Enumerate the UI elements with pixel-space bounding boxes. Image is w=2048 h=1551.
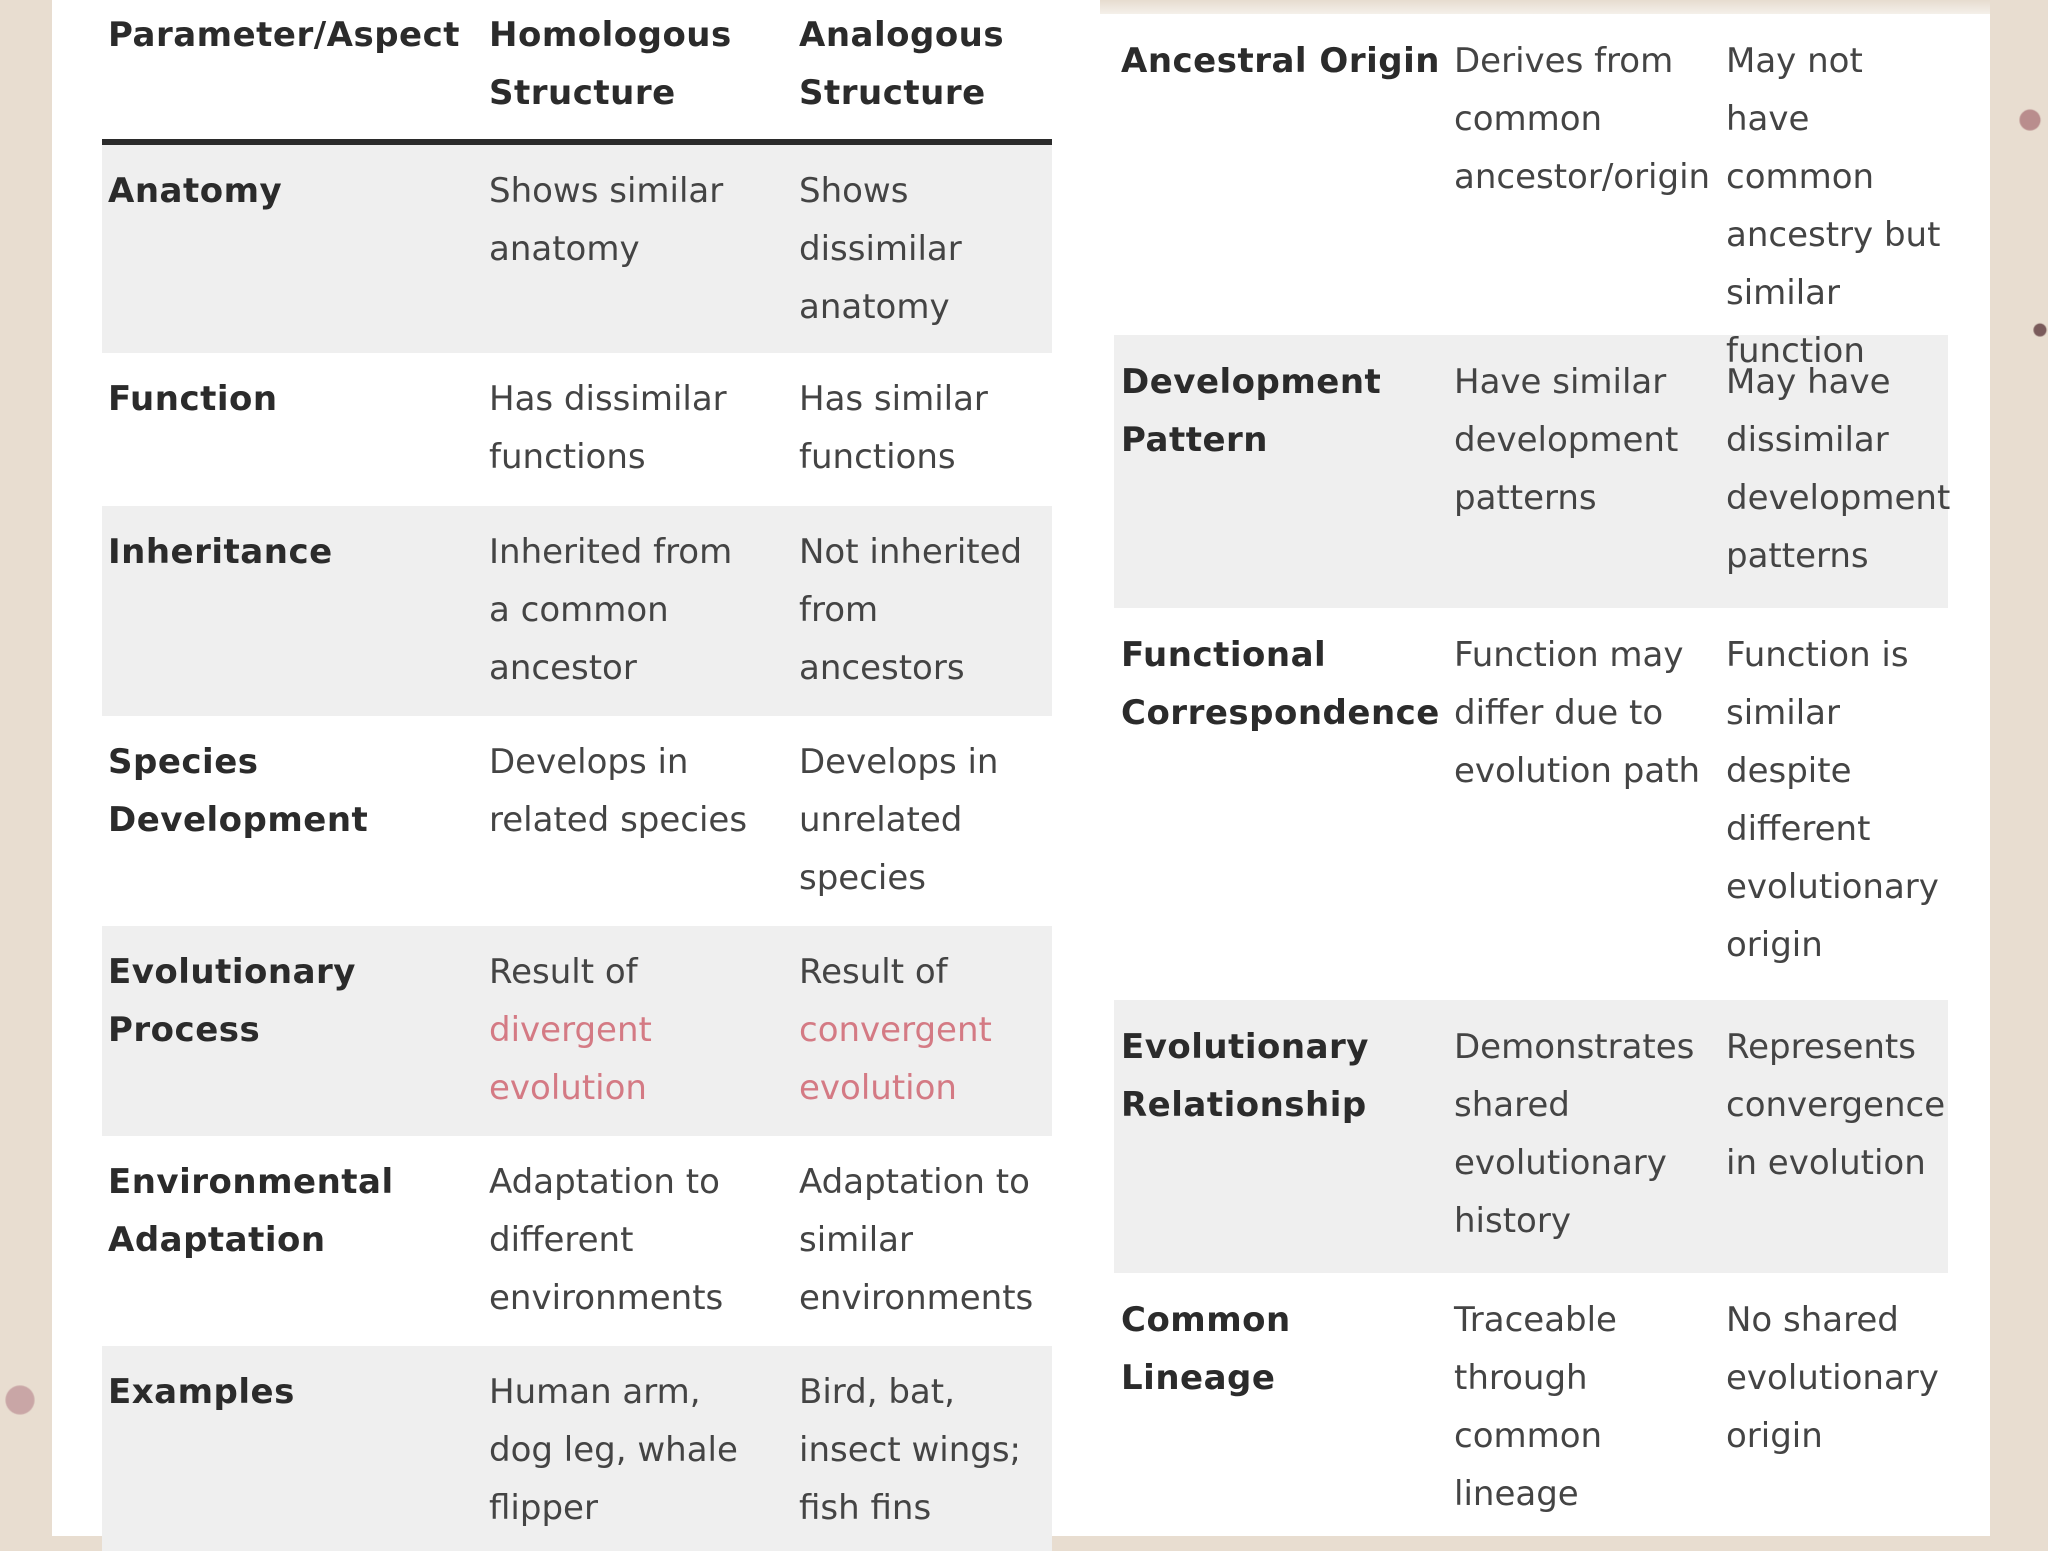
row-analogous-cell	[1726, 626, 1948, 1000]
row-homologous-line: Inherited from	[489, 532, 733, 572]
header-parameter	[102, 6, 489, 139]
row-analogous-line: in evolution	[1726, 1143, 1926, 1183]
header-analogous	[799, 6, 1052, 139]
row-homologous-line: Develops in	[489, 742, 689, 782]
row-homologous-line: divergent	[489, 1010, 652, 1050]
row-analogous-line: origin	[1726, 925, 1823, 965]
row-analogous-line: Represents	[1726, 1027, 1916, 1067]
comparison-table-right	[1114, 14, 1951, 1529]
row-analogous-line: development	[1726, 478, 1951, 518]
row-analogous-line: despite	[1726, 751, 1852, 791]
row-homologous-line: ancestor	[489, 648, 637, 688]
header-homologous-line: Structure	[489, 73, 676, 113]
row-homologous-cell	[489, 943, 799, 1136]
row-homologous-cell	[489, 1153, 799, 1346]
row-parameter-line: Anatomy	[108, 171, 283, 211]
row-parameter-cell	[1114, 626, 1454, 1000]
comparison-table-left	[102, 0, 1052, 1551]
row-analogous-line: No shared	[1726, 1300, 1899, 1340]
row-homologous-line: anatomy	[489, 229, 640, 269]
row-analogous-line: evolution	[799, 1068, 957, 1108]
row-analogous-line: patterns	[1726, 536, 1869, 576]
right-table-panel	[1100, 0, 1990, 1536]
row-analogous-cell	[799, 1153, 1052, 1346]
row-homologous-line: environments	[489, 1278, 724, 1318]
row-parameter-line: Evolutionary	[1121, 1027, 1369, 1067]
row-analogous-line: evolutionary	[1726, 1358, 1939, 1398]
row-homologous-line: history	[1454, 1201, 1571, 1241]
table-row	[102, 716, 1052, 926]
row-analogous-cell	[799, 1363, 1052, 1551]
header-analogous-line: Structure	[799, 73, 986, 113]
row-analogous-line: evolutionary	[1726, 867, 1939, 907]
row-homologous-line: Traceable	[1454, 1300, 1617, 1340]
panel-top-edge	[1100, 0, 1990, 14]
row-analogous-line: origin	[1726, 1416, 1823, 1456]
row-homologous-line: different	[489, 1220, 634, 1260]
row-homologous-line: Function may	[1454, 635, 1684, 675]
row-parameter-cell	[102, 1153, 489, 1346]
row-parameter-cell	[1114, 353, 1454, 608]
row-homologous-line: shared	[1454, 1085, 1570, 1125]
row-homologous-line: through	[1454, 1358, 1588, 1398]
header-parameter-line: Parameter/Aspect	[108, 15, 461, 55]
row-parameter-line: Species	[108, 742, 259, 782]
table-row	[102, 1136, 1052, 1346]
row-analogous-line: Shows	[799, 171, 909, 211]
row-analogous-line: function	[1726, 331, 1865, 371]
header-homologous-line: Homologous	[489, 15, 732, 55]
row-homologous-line: Has dissimilar	[489, 379, 727, 419]
row-homologous-cell	[489, 1363, 799, 1551]
row-homologous-line: dog leg, whale	[489, 1430, 738, 1470]
row-homologous-line: a common	[489, 590, 669, 630]
row-analogous-line: ancestry but	[1726, 215, 1941, 255]
row-analogous-line: common	[1726, 157, 1875, 197]
row-parameter-cell	[102, 370, 489, 506]
row-analogous-line: unrelated	[799, 800, 963, 840]
row-analogous-line: similar	[799, 1220, 913, 1260]
row-parameter-line: Environmental	[108, 1162, 394, 1202]
row-analogous-line: species	[799, 858, 926, 898]
row-analogous-line: similar	[1726, 693, 1840, 733]
row-parameter-cell	[1114, 1291, 1454, 1529]
row-analogous-line: Has similar	[799, 379, 988, 419]
row-analogous-line: from	[799, 590, 879, 630]
row-parameter-line: Functional	[1121, 635, 1327, 675]
row-analogous-line: Bird, bat,	[799, 1372, 955, 1412]
row-parameter-line: Development	[108, 800, 369, 840]
row-analogous-cell	[1726, 1018, 1948, 1273]
row-homologous-line: related species	[489, 800, 748, 840]
row-parameter-line: Relationship	[1121, 1085, 1367, 1125]
row-analogous-line: functions	[799, 437, 956, 477]
row-analogous-cell	[1726, 1291, 1948, 1529]
row-parameter-line: Ancestral Origin	[1121, 41, 1440, 81]
row-homologous-cell	[1454, 626, 1726, 1000]
row-analogous-cell	[1726, 353, 1951, 608]
row-parameter-line: Development	[1121, 362, 1382, 402]
row-analogous-cell	[799, 943, 1052, 1136]
row-analogous-line: environments	[799, 1278, 1034, 1318]
row-homologous-cell	[489, 523, 799, 716]
row-homologous-line: patterns	[1454, 478, 1597, 518]
row-analogous-line: similar	[1726, 273, 1840, 313]
row-homologous-line: Derives from	[1454, 41, 1674, 81]
row-parameter-line: Examples	[108, 1372, 295, 1412]
row-analogous-cell	[799, 733, 1052, 926]
row-parameter-line: Process	[108, 1010, 261, 1050]
row-homologous-line: Adaptation to	[489, 1162, 720, 1202]
row-homologous-cell	[1454, 353, 1726, 608]
row-analogous-cell	[799, 162, 1052, 353]
row-homologous-line: common	[1454, 1416, 1603, 1456]
row-homologous-line: Shows similar	[489, 171, 724, 211]
table-header-row	[102, 0, 1052, 145]
row-analogous-line: Function is	[1726, 635, 1909, 675]
header-analogous-line: Analogous	[799, 15, 1005, 55]
row-parameter-cell	[102, 943, 489, 1136]
table-row	[1114, 14, 1948, 371]
row-parameter-line: Pattern	[1121, 420, 1268, 460]
row-parameter-line: Evolutionary	[108, 952, 356, 992]
row-parameter-cell	[102, 162, 489, 353]
row-parameter-cell	[102, 733, 489, 926]
row-analogous-line: Not inherited	[799, 532, 1023, 572]
row-homologous-line: evolutionary	[1454, 1143, 1667, 1183]
row-homologous-line: development	[1454, 420, 1679, 460]
row-analogous-line: anatomy	[799, 287, 950, 327]
row-homologous-line: Result of	[489, 952, 638, 992]
row-analogous-line: insect wings;	[799, 1430, 1022, 1470]
table-row	[1114, 335, 1951, 608]
row-homologous-line: Human arm,	[489, 1372, 701, 1412]
row-homologous-line: Demonstrates	[1454, 1027, 1695, 1067]
row-analogous-line: different	[1726, 809, 1871, 849]
row-analogous-cell	[799, 523, 1052, 716]
row-analogous-line: fish fins	[799, 1488, 932, 1528]
row-analogous-line: convergence	[1726, 1085, 1946, 1125]
row-analogous-cell	[1726, 32, 1948, 371]
row-homologous-line: Have similar	[1454, 362, 1667, 402]
row-analogous-line: May not have	[1726, 41, 1863, 139]
row-homologous-line: ancestor/origin	[1454, 157, 1711, 197]
table-row	[102, 506, 1052, 716]
row-parameter-cell	[1114, 32, 1454, 335]
row-parameter-line: Inheritance	[108, 532, 333, 572]
table-row	[1114, 1000, 1948, 1273]
row-parameter-line: Correspondence	[1121, 693, 1440, 733]
row-homologous-cell	[489, 733, 799, 926]
row-analogous-line: Adaptation to	[799, 1162, 1030, 1202]
table-row	[102, 145, 1052, 353]
row-homologous-line: differ due to	[1454, 693, 1664, 733]
table-row	[102, 353, 1052, 506]
left-table-panel	[52, 0, 1102, 1536]
row-parameter-cell	[102, 1363, 489, 1551]
table-row	[1114, 1273, 1948, 1529]
row-parameter-cell	[1114, 1018, 1454, 1273]
row-homologous-cell	[489, 162, 799, 353]
row-analogous-line: Develops in	[799, 742, 999, 782]
row-analogous-line: ancestors	[799, 648, 965, 688]
header-homologous	[489, 6, 799, 139]
row-analogous-line: Result of	[799, 952, 948, 992]
row-analogous-line: May have	[1726, 362, 1891, 402]
table-row	[102, 1346, 1052, 1551]
row-homologous-cell	[1454, 32, 1726, 335]
table-row	[1114, 608, 1948, 1000]
row-homologous-cell	[1454, 1018, 1726, 1273]
row-analogous-line: dissimilar	[1726, 420, 1889, 460]
row-homologous-cell	[489, 370, 799, 506]
table-row	[102, 926, 1052, 1136]
row-homologous-line: evolution path	[1454, 751, 1701, 791]
row-parameter-line: Adaptation	[108, 1220, 326, 1260]
row-homologous-line: lineage	[1454, 1474, 1579, 1514]
row-parameter-line: Function	[108, 379, 278, 419]
row-parameter-cell	[102, 523, 489, 716]
row-parameter-line: Common Lineage	[1121, 1300, 1291, 1398]
row-homologous-cell	[1454, 1291, 1726, 1529]
row-analogous-cell	[799, 370, 1052, 506]
row-homologous-line: functions	[489, 437, 646, 477]
row-homologous-line: common	[1454, 99, 1603, 139]
row-analogous-line: convergent	[799, 1010, 992, 1050]
row-homologous-line: flipper	[489, 1488, 598, 1528]
row-homologous-line: evolution	[489, 1068, 647, 1108]
row-analogous-line: dissimilar	[799, 229, 962, 269]
